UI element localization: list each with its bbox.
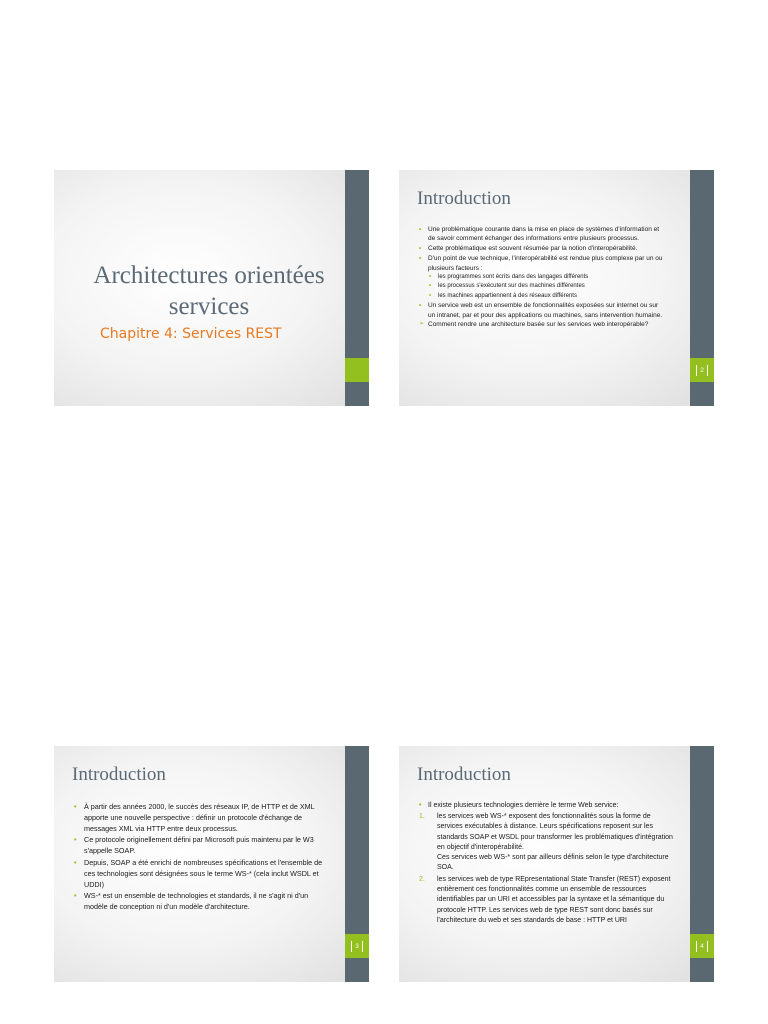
bullet-list <box>419 225 667 329</box>
slide-page-number: 4 <box>690 934 714 958</box>
slide-title: Introduction <box>417 188 511 209</box>
sub-list-item: • les machines appartiennent à des réseaux différents <box>429 292 577 299</box>
list-item: 2. les services web de type REpresentational State Transfer (REST) exposent entièrement ces fonctionnalités comme un ensemble de ressources identifiables par un URI et accessibles par la syntaxe et la sémantique du protocole HTTP. Les services web de type REST sont donc basés sur l'architecture du web et ses standards de base : HTTP et URI <box>419 875 671 924</box>
list-item: • WS-* est un ensemble de technologies et standards, il ne s'agit ni d'un modèle de conception ni d'un modèle d'architecture. <box>74 891 309 912</box>
slide-3 <box>54 746 369 982</box>
list-item: • Cette problématique est souvent résumée par la notion d'interopérabilité. <box>419 245 638 253</box>
slide-4 <box>399 746 714 982</box>
list-item: ➢ Comment rendre une architecture basée sur les services web interopérable? <box>419 321 649 329</box>
slide-title: Introduction <box>417 764 511 785</box>
list-item: 1. les services web WS-* exposent des fonctionnalités sous la forme de services exécutables à distance. Leurs spécifications reposent sur les standards SOAP et WSDL pour transformer les problématiques d'intégration en objectif d'interopérabilité. Ces services web WS-* sont par ailleurs définis selon le type d'architecture SOA. <box>419 813 673 872</box>
list-item: • Ce protocole originellement défini par Microsoft puis maintenu par le W3 s'appelle SOAP. <box>74 835 314 856</box>
slide-2 <box>399 170 714 406</box>
bullet-list <box>74 802 326 913</box>
list-item: • Il existe plusieurs technologies derrière le terme Web service: <box>419 802 619 809</box>
slide-accent-block <box>345 358 369 382</box>
list-item: • À partir des années 2000, le succès des réseaux IP, de HTTP et de XML apporte une nouvelle perspective : définir un protocole d'échange de messages XML via HTTP entre deux processus. <box>74 802 315 833</box>
list-item: • Une problématique courante dans la mise en place de systèmes d'information et de savoir comment échanger des informations entre plusieurs processus. <box>419 226 660 243</box>
numbered-list <box>419 812 677 926</box>
slide-1 <box>54 170 369 406</box>
bullet-list <box>419 801 677 811</box>
slide-page-number: 2 <box>690 358 714 382</box>
slide-title: Introduction <box>72 764 166 785</box>
list-item: • Depuis, SOAP a été enrichi de nombreuses spécifications et l'ensemble de ces technologies sont désignées sous le terme WS-* (cela inclut WSDL et UDDI) <box>74 857 323 889</box>
sub-list-item: • les processus s'exécutent sur des machines différentes <box>429 283 585 290</box>
slide-subtitle: Chapitre 4: Services REST <box>100 326 282 342</box>
sub-list-item: • les programmes sont écrits dans des langages différents <box>429 274 589 281</box>
list-item: • Un service web est un ensemble de fonctionnalités exposées sur internet ou sur un intranet, par et pour des applications ou machines, sans intervention humaine. <box>419 302 663 319</box>
slide-page-number: 3 <box>345 934 369 958</box>
list-item: • D'un point de vue technique, l'interopérabilité est rendue plus complexe par un ou plusieurs facteurs : <box>419 255 663 272</box>
slide-title: Architectures orientées services <box>93 262 325 320</box>
